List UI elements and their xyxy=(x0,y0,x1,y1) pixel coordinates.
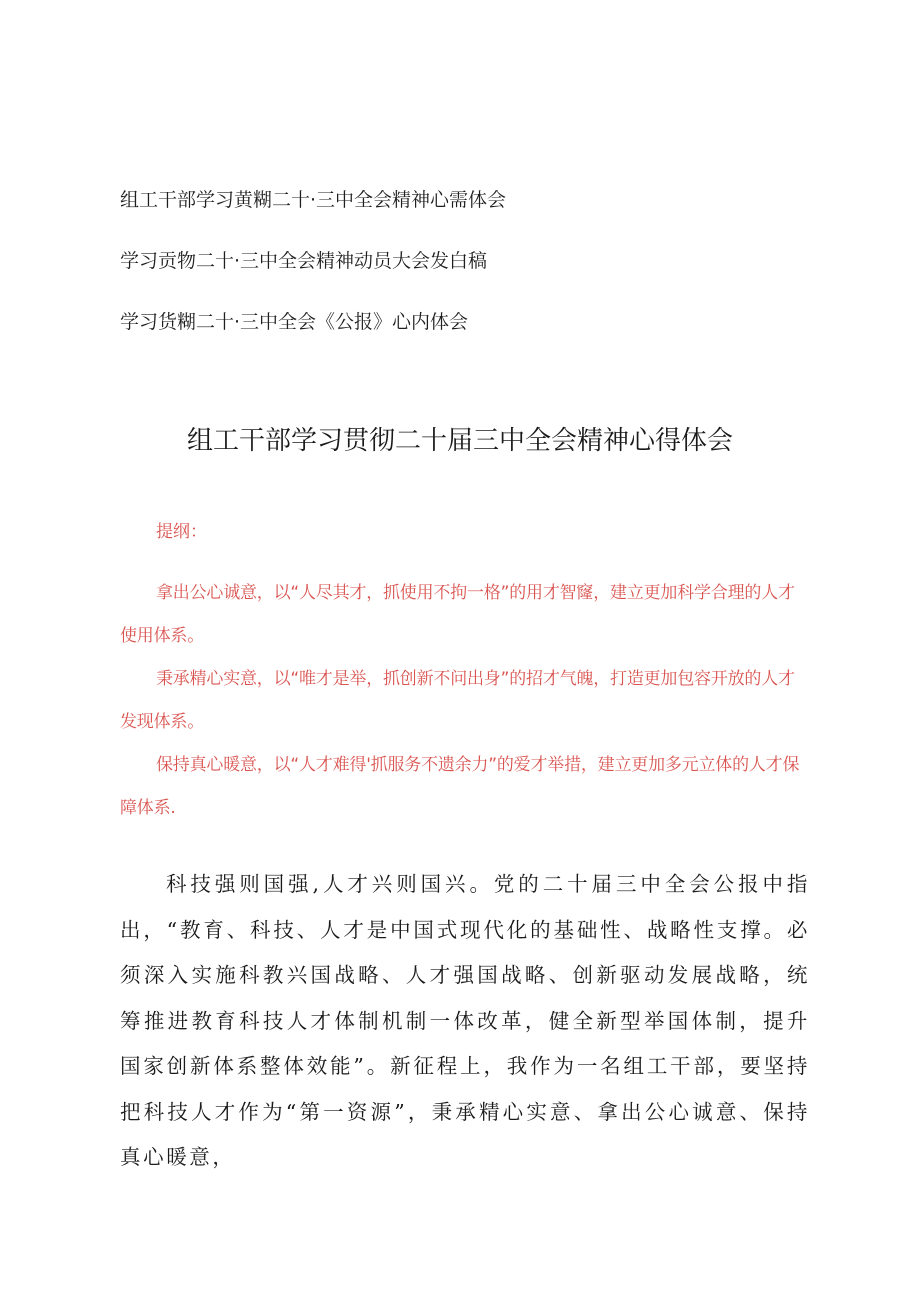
body-paragraph: 科技强则国强,人才兴则国兴。党的二十届三中全会公报中指出，“教育、科技、人才是中国式现代化的基础性、战略性支撑。必须深入实施科教兴国战略、人才强国战略、创新驱动发展战略，统筹推进教育科技人才体制机制一体改革，健全新型举国体制，提升国家创新体系整体效能”。新征程上，我作为一名组工干部，要坚持把科技人才作为“第一资源”，秉承精心实意、拿出公心诚意、保持真心暖意， xyxy=(120,872,810,1169)
outline-item: 拿出公心诚意，以“人尽其才，抓使用不拘一格”的用才智窿，建立更加科学合理的人才使用体系。 xyxy=(120,583,795,646)
document-title: 组工干部学习贯彻二十届三中全会精神心得体会 xyxy=(186,426,733,456)
outline-item: 保持真心暖意，以“人才难得'抓服务不遗余力”的爱才举措，建立更加多元立体的人才保障体系. xyxy=(120,755,800,818)
table-of-contents xyxy=(120,186,506,369)
toc-item: 组工干部学习黄糊二十·三中全会精神心需体会 xyxy=(120,189,507,211)
toc-item: 学习货糊二十·三中全会《公报》心内体会 xyxy=(120,311,469,333)
outline-section xyxy=(120,518,810,830)
outline-item: 秉承精心实意，以“唯才是举，抓创新不问出身”的招才气魄，打造更加包容开放的人才发现体系。 xyxy=(120,669,795,732)
outline-label: 提纲： xyxy=(156,522,207,542)
toc-item: 学习贡物二十·三中全会精神动员大会发白稿 xyxy=(120,250,488,272)
